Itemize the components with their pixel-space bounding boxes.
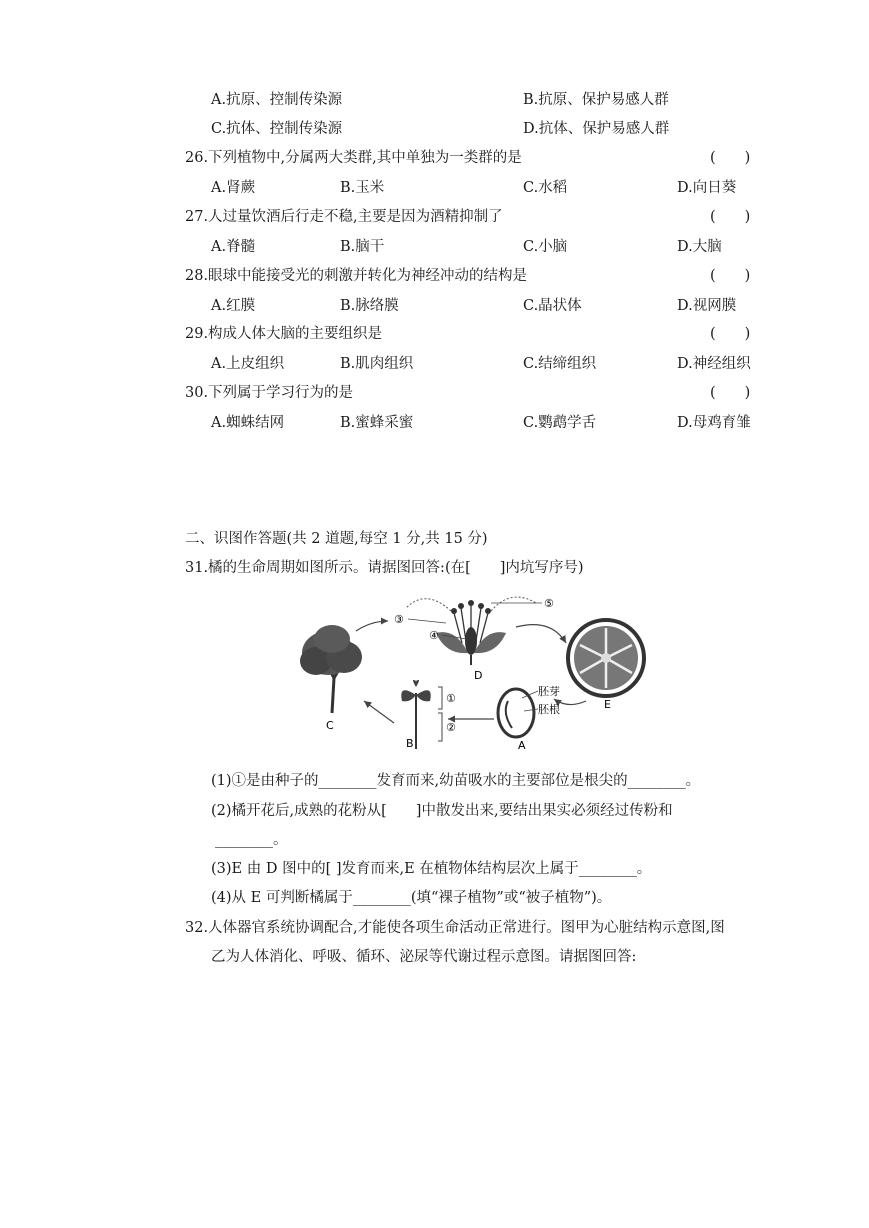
- option-b: B.玉米: [340, 180, 385, 196]
- label-b: B: [406, 737, 414, 750]
- q31-sub1: (1)①是由种子的________发育而来,幼苗吸水的主要部位是根尖的________。: [211, 773, 701, 789]
- flower-d-illustration: [436, 600, 506, 665]
- label-5: ⑤: [544, 597, 554, 610]
- q32-line2: 乙为人体消化、呼吸、循环、泌尿等代谢过程示意图。请据图回答:: [211, 949, 637, 965]
- label-embryo-bud: 胚芽: [538, 685, 560, 698]
- option-b: B.蜜蜂采蜜: [340, 415, 414, 431]
- label-e: E: [604, 698, 611, 711]
- question-stem: 28.眼球中能接受光的刺激并转化为神经冲动的结构是: [185, 268, 528, 284]
- label-1: ①: [446, 692, 456, 705]
- option-b: B.脑干: [340, 239, 385, 255]
- orange-life-cycle-diagram: [286, 583, 658, 755]
- fruit-e-illustration: [568, 620, 644, 696]
- q31-sub2-line2: ________。: [215, 832, 288, 848]
- q25-option-d: D.抗体、保护易感人群: [523, 121, 670, 137]
- q31-sub3: (3)E 由 D 图中的[ ]发育而来,E 在植物体结构层次上属于________。: [211, 861, 652, 877]
- label-embryo-root: 胚根: [538, 703, 560, 716]
- option-c: C.鹦鹉学舌: [523, 415, 597, 431]
- option-c: C.晶状体: [523, 298, 582, 314]
- question-stem: 26.下列植物中,分属两大类群,其中单独为一类群的是: [185, 150, 522, 166]
- option-d: D.大脑: [677, 239, 722, 255]
- q31-sub4: (4)从 E 可判断橘属于________(填“裸子植物”或“被子植物”)。: [211, 890, 612, 906]
- option-a: A.蜘蛛结网: [211, 415, 285, 431]
- option-d: D.神经组织: [677, 356, 751, 372]
- option-a: A.肾蕨: [211, 180, 256, 196]
- answer-paren: ( ): [710, 150, 751, 166]
- q31-sub2-line1: (2)橘开花后,成熟的花粉从[ ]中散发出来,要结出果实必须经过传粉和: [211, 803, 673, 819]
- label-2: ②: [446, 721, 456, 734]
- option-a: A.红膜: [211, 298, 256, 314]
- option-c: C.结缔组织: [523, 356, 597, 372]
- label-c: C: [326, 719, 334, 732]
- question-stem: 27.人过量饮酒后行走不稳,主要是因为酒精抑制了: [185, 209, 503, 225]
- label-a: A: [518, 739, 526, 752]
- q25-option-a: A.抗原、控制传染源: [211, 92, 343, 108]
- answer-paren: ( ): [710, 385, 751, 401]
- option-d: D.视网膜: [677, 298, 737, 314]
- label-d: D: [474, 669, 483, 682]
- option-d: D.母鸡育雏: [677, 415, 751, 431]
- q25-option-b: B.抗原、保护易感人群: [523, 92, 669, 108]
- option-c: C.小脑: [523, 239, 568, 255]
- option-a: A.脊髓: [211, 239, 256, 255]
- question-stem: 29.构成人体大脑的主要组织是: [185, 326, 383, 342]
- seed-a-illustration: [498, 689, 534, 737]
- answer-paren: ( ): [710, 209, 751, 225]
- label-4: ④: [429, 629, 439, 642]
- option-c: C.水稻: [523, 180, 568, 196]
- tree-c-illustration: [300, 625, 362, 713]
- question-stem: 30.下列属于学习行为的是: [185, 385, 354, 401]
- answer-paren: ( ): [710, 268, 751, 284]
- option-b: B.脉络膜: [340, 298, 399, 314]
- option-b: B.肌肉组织: [340, 356, 414, 372]
- q25-option-c: C.抗体、控制传染源: [211, 121, 343, 137]
- q31-stem: 31.橘的生命周期如图所示。请据图回答:(在[ ]内坑写序号): [185, 560, 584, 576]
- label-3: ③: [394, 613, 404, 626]
- answer-paren: ( ): [710, 326, 751, 342]
- option-a: A.上皮组织: [211, 356, 285, 372]
- option-d: D.向日葵: [677, 180, 737, 196]
- section-heading: 二、识图作答题(共 2 道题,每空 1 分,共 15 分): [185, 531, 488, 547]
- q32-line1: 32.人体器官系统协调配合,才能使各项生命活动正常进行。图甲为心脏结构示意图,图: [185, 920, 725, 936]
